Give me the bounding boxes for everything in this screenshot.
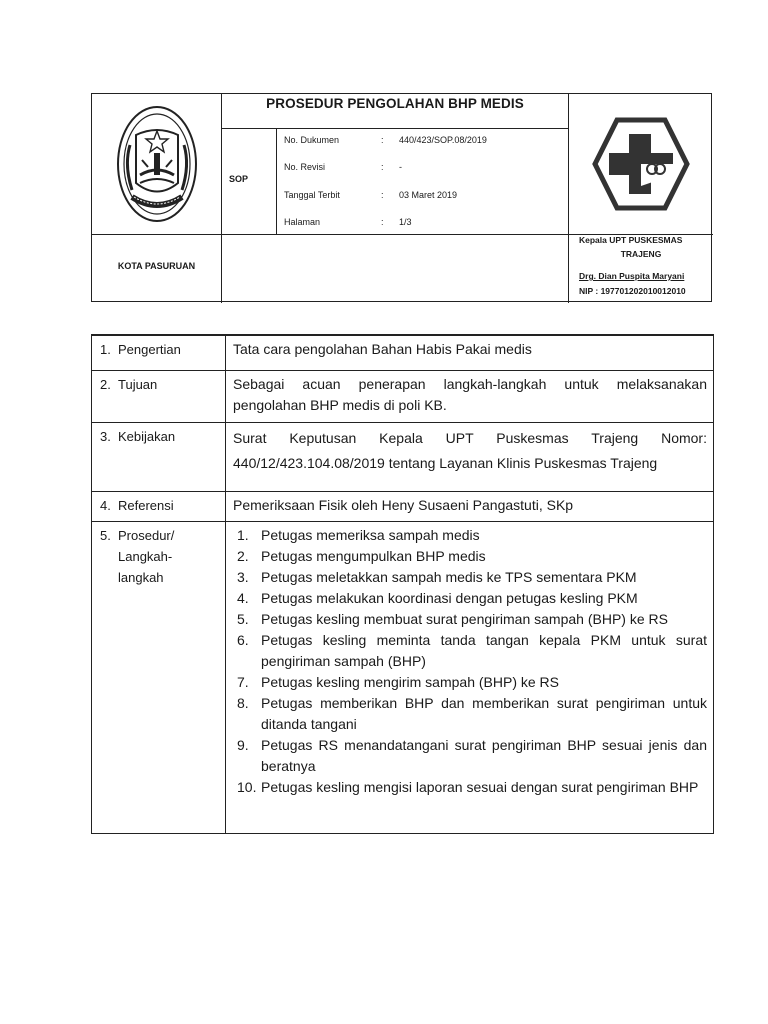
emblem-cell (92, 94, 222, 235)
step-number: 2. (237, 548, 249, 564)
section-title: Prosedur/ (118, 528, 175, 543)
meta-sep: : (381, 135, 384, 145)
section-title: Kebijakan (118, 429, 176, 444)
step-number: 1. (237, 527, 249, 543)
sop-cell (222, 129, 277, 235)
step-number: 10. (237, 779, 257, 795)
section-row-pengertian (91, 336, 714, 371)
meta-key: No. Dukumen (284, 135, 340, 145)
step-text: Petugas RS menandatangani surat pengiriman BHP sesuai jenis dan beratnya (261, 737, 707, 774)
meta-row (277, 162, 568, 176)
step-number: 3. (237, 569, 249, 585)
section-row-referensi (91, 492, 714, 522)
section-label (92, 522, 226, 833)
section-text: Tata cara pengolahan Bahan Habis Pakai medis (233, 341, 532, 357)
step-number: 5. (237, 611, 249, 627)
section-row-tujuan (91, 371, 714, 423)
section-label (92, 492, 226, 521)
city-emblem-icon (116, 105, 198, 223)
step-number: 9. (237, 737, 249, 753)
step-item (233, 672, 707, 693)
step-item (233, 525, 707, 546)
step-text: Petugas kesling mengisi laporan sesuai dengan surat pengiriman BHP (261, 779, 699, 795)
meta-row (277, 190, 568, 204)
meta-key: Tanggal Terbit (284, 190, 340, 200)
meta-sep: : (381, 162, 384, 172)
title-cell (222, 94, 569, 129)
signatory-name: Drg. Dian Puspita Maryani (579, 271, 685, 281)
meta-value: 03 Maret 2019 (399, 190, 458, 200)
step-item (233, 693, 707, 735)
step-text: Petugas kesling meminta tanda tangan kepala PKM untuk surat pengiriman sampah (BHP) (261, 632, 707, 669)
section-title: Referensi (118, 498, 174, 513)
step-text: Petugas memberikan BHP dan memberikan surat pengiriman untuk ditanda tangani (261, 695, 707, 732)
step-item (233, 777, 707, 798)
section-text: Pemeriksaan Fisik oleh Heny Susaeni Pangastuti, SKp (233, 497, 574, 513)
section-number: 3. (100, 429, 111, 444)
blank-cell (222, 235, 569, 303)
meta-sep: : (381, 217, 384, 227)
step-text: Petugas memeriksa sampah medis (261, 527, 480, 543)
section-number: 5. (100, 528, 111, 543)
procedure-steps (226, 522, 713, 833)
step-text: Petugas kesling mengirim sampah (BHP) ke RS (261, 674, 560, 690)
step-item (233, 609, 707, 630)
section-row-kebijakan (91, 423, 714, 492)
step-number: 8. (237, 695, 249, 711)
sop-header-table (91, 93, 712, 302)
section-title: Pengertian (118, 342, 181, 357)
step-text: Petugas melakukan koordinasi dengan petugas kesling PKM (261, 590, 638, 606)
signatory-office: TRAJENG (620, 249, 662, 259)
puskesmas-logo-cell (569, 94, 713, 235)
section-row-prosedur (91, 522, 714, 834)
step-number: 6. (237, 632, 249, 648)
section-title: Tujuan (118, 377, 158, 392)
section-label (92, 423, 226, 491)
section-text: Surat Keputusan Kepala UPT Puskesmas Trajeng Nomor: 440/12/423.104.08/2019 tentang Layanan Klinis Puskesmas Trajeng (233, 430, 707, 471)
step-item (233, 546, 707, 567)
step-item (233, 567, 707, 588)
section-text: Sebagai acuan penerapan langkah-langkah untuk melaksanakan pengolahan BHP medis di poli KB. (233, 376, 707, 413)
section-title-cont: langkah (118, 570, 164, 585)
signatory-title: Kepala UPT PUSKESMAS (579, 235, 683, 245)
step-item (233, 630, 707, 672)
city-name: KOTA PASURUAN (117, 261, 196, 271)
meta-value: 1/3 (399, 217, 412, 227)
section-number: 1. (100, 342, 111, 357)
step-number: 7. (237, 674, 249, 690)
document-title: PROSEDUR PENGOLAHAN BHP MEDIS (266, 96, 524, 111)
meta-row (277, 135, 568, 149)
meta-value: 440/423/SOP.08/2019 (399, 135, 487, 145)
meta-row (277, 217, 568, 231)
sop-label: SOP (229, 174, 249, 184)
section-title-cont: Langkah- (118, 549, 173, 564)
signature-block (569, 235, 713, 303)
meta-key: No. Revisi (284, 162, 326, 172)
city-cell (92, 235, 222, 303)
step-text: Petugas kesling membuat surat pengiriman sampah (BHP) ke RS (261, 611, 668, 627)
section-number: 4. (100, 498, 111, 513)
section-label (92, 336, 226, 370)
document-meta (277, 129, 569, 235)
step-number: 4. (237, 590, 249, 606)
step-item (233, 588, 707, 609)
meta-sep: : (381, 190, 384, 200)
step-text: Petugas meletakkan sampah medis ke TPS sementara PKM (261, 569, 637, 585)
meta-value: - (399, 162, 402, 172)
puskesmas-logo-icon (592, 116, 690, 212)
meta-key: Halaman (284, 217, 321, 227)
steps-list (233, 525, 707, 798)
signatory-nip: NIP : 197701202010012010 (579, 286, 686, 296)
sop-content-table (91, 334, 714, 834)
section-label (92, 371, 226, 422)
step-text: Petugas mengumpulkan BHP medis (261, 548, 486, 564)
section-number: 2. (100, 377, 111, 392)
step-item (233, 735, 707, 777)
